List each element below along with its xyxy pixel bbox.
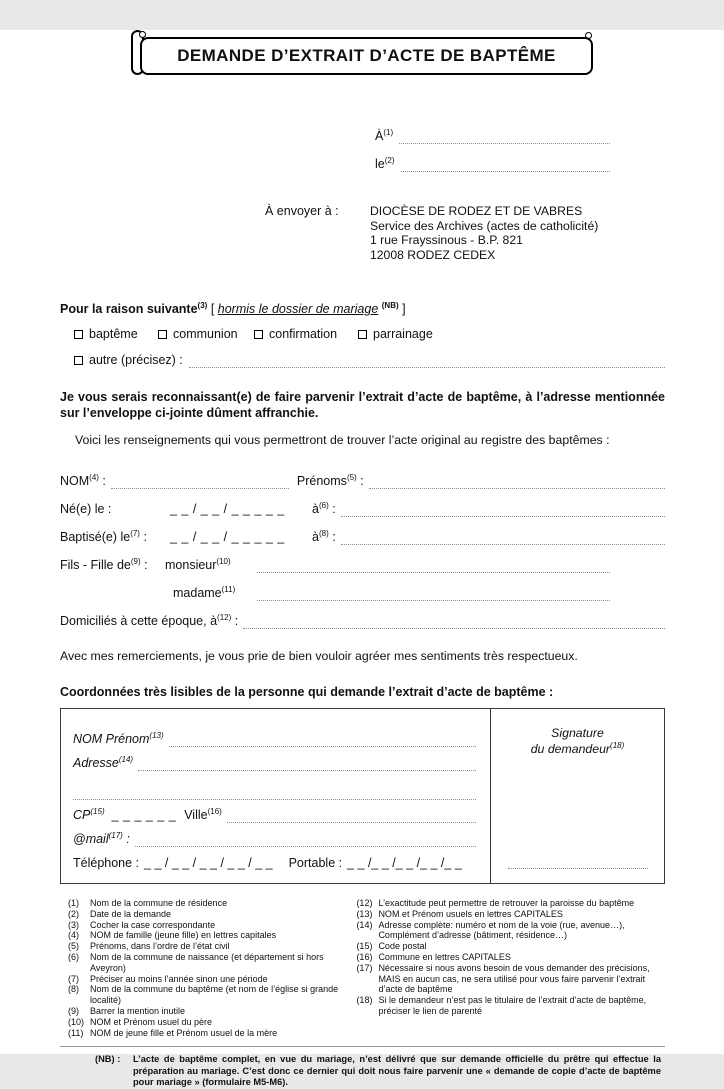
footnote-6: (6) Nom de la commune de naissance (et département si hors Aveyron) (68, 951, 324, 973)
footnote-15: (15) Code postal (356, 941, 427, 952)
option-bapteme[interactable] (74, 327, 138, 341)
nb-text: L’acte de baptême complet, en vue du mariage, n’est délivré que sur demande officielle du prêtre qui effectue la préparation au mariage. C’est donc ce dernier qui doit nous faire parvenir une « demande de copie d’acte de baptême pour mariage » (formulaire M5-M6). (133, 1054, 661, 1088)
birth-place-input-line[interactable] (341, 502, 665, 517)
domicilies-label: Domiciliés à cette époque, $à^{(12)}$ : (60, 612, 239, 628)
ne-le-label: Né(e) le : (60, 502, 112, 516)
title-banner (131, 30, 593, 82)
domicile-input-line[interactable] (243, 614, 665, 629)
page-title: DEMANDE D’EXTRAIT D’ACTE DE BAPTÊME (177, 46, 556, 65)
communion-checkbox[interactable] (158, 330, 167, 339)
name-row (60, 461, 665, 489)
option-communion[interactable] (158, 327, 238, 341)
footnote-9: (9) Barrer la mention inutile (68, 1005, 186, 1016)
date-input-line[interactable] (401, 157, 610, 172)
baptise-le-label: Baptisé(e) $le^{(7)}$ : (60, 528, 147, 544)
reason-heading: Pour la raison suivante$^{(3)}$ [ hormis le dossier de mariage $^{(NB)}$ ] (60, 300, 406, 316)
nom-prenom-label: NOM Prénom$^{(13)}$ (73, 730, 164, 746)
contact-address-row (73, 747, 476, 771)
nom-label: NOM$^{(4)}$ : (60, 472, 106, 488)
father-row (60, 545, 610, 573)
confirmation-label: confirmation (269, 327, 338, 341)
nb-label: (NB) : (95, 1054, 121, 1065)
send-to-label: À envoyer à : (265, 204, 339, 218)
autre-label: autre (précisez) : (89, 353, 183, 367)
domicile-row (60, 601, 665, 629)
signature-label: Signature du demandeur$^{(18)}$ (530, 726, 625, 756)
contact-phone-row (73, 847, 476, 871)
baptism-info-form (60, 461, 665, 629)
contact-heading: Coordonnées très lisibles de la personne qui demande l’extrait d’acte de baptême : (60, 685, 554, 699)
contact-name-row (73, 723, 476, 747)
contact-address-input-line[interactable] (138, 756, 476, 771)
mail-label: @mail$^{(17)}$ : (73, 831, 130, 847)
contact-mail-row (73, 823, 476, 847)
father-name-input-line[interactable] (257, 558, 610, 573)
footnote-12: (12) L’exactitude peut permettre de retrouver la paroisse du baptême (356, 898, 635, 908)
option-other-row (74, 353, 665, 368)
footnote-17: (17) Nécessaire si nous avons besoin de vous demander des précisions, MAIS en aucun cas, ne sera utilisé pour vous faire parvenir l’extrait d’acte de baptême (356, 962, 650, 995)
footnote-1: (1) Nom de la commune de résidence (68, 898, 228, 908)
footnote-11: (11) NOM de jeune fille et Prénom usuel de la mère (68, 1027, 278, 1038)
place-input-line[interactable] (399, 129, 610, 144)
autre-checkbox[interactable] (74, 356, 83, 365)
mother-row (60, 573, 610, 601)
bapteme-label: baptême (89, 327, 138, 341)
signature-input-line[interactable] (508, 857, 648, 869)
reason-options-row (60, 327, 665, 345)
recipient-line-1: DIOCÈSE DE RODEZ ET DE VABRES (370, 204, 583, 218)
intro-line: Voici les renseignements qui vous permettront de trouver l’acte original au registre des baptêmes : (75, 433, 610, 447)
footnote-16: (16) Commune en lettres CAPITALES (356, 951, 511, 962)
date-label: $le^{(2)}$ (375, 155, 395, 171)
nb-separator (60, 1046, 665, 1047)
nom-input-line[interactable] (111, 474, 289, 489)
baptism-row (60, 517, 665, 545)
nb-note (95, 1054, 661, 1089)
prenoms-label: Prénoms$^{(5)}$ : (296, 472, 364, 488)
closing-sentence: Avec mes remerciements, je vous prie de bien vouloir agréer mes sentiments très respectueux. (60, 649, 578, 663)
place-date-block (375, 116, 610, 172)
footnote-3: (3) Cocher la case correspondante (68, 919, 216, 930)
recipient-line-2: Service des Archives (actes de catholicité) (370, 218, 599, 233)
footnote-2: (2) Date de la demande (68, 908, 172, 919)
cp-slots[interactable]: _ _ _ _ _ _ (111, 808, 177, 823)
date-row (375, 144, 610, 172)
contact-address2-row (73, 771, 476, 800)
ville-label: Ville$^{(16)}$ (184, 807, 222, 823)
footnote-5: (5) Prénoms, dans l’ordre de l’état civil (68, 941, 230, 952)
contact-address2-input-line[interactable] (73, 785, 476, 800)
footnote-18: (18) Si le demandeur n’est pas le titulaire de l’extrait d’acte de baptême, préciser le lien de parenté (356, 995, 647, 1016)
request-paragraph: Je vous serais reconnaissant(e) de faire parvenir l’extrait d’acte de baptême, à l’adresse mentionnée sur l’enveloppe ci-jointe dûment affranchie. (60, 390, 665, 420)
recipient-line-4: 12008 RODEZ CEDEX (370, 247, 496, 262)
communion-label: communion (173, 327, 238, 341)
portable-label: Portable : (288, 855, 343, 870)
place-row (375, 116, 610, 144)
bapteme-checkbox[interactable] (74, 330, 83, 339)
option-autre[interactable] (74, 353, 183, 368)
mother-name-input-line[interactable] (257, 586, 610, 601)
baptism-date-slots[interactable]: _ _ / _ _ / _ _ _ _ _ (170, 530, 285, 544)
contact-box (60, 708, 665, 884)
portable-slots[interactable]: _ _ /_ _ /_ _ /_ _ /_ _ (347, 855, 462, 870)
birth-row (60, 489, 665, 517)
madame-label: madame$^{(11)}$ (173, 584, 236, 600)
footnote-10: (10) NOM et Prénom usuel du père (68, 1016, 213, 1027)
banner-curl-left-icon (139, 31, 146, 38)
parrainage-label: parrainage (373, 327, 433, 341)
footnotes-left-column (60, 898, 356, 1038)
option-confirmation[interactable] (254, 327, 337, 341)
place-label: $À^{(1)}$ (375, 127, 394, 143)
baptism-place-input-line[interactable] (341, 530, 665, 545)
cp-label: CP$^{(15)}$ (73, 807, 105, 823)
baptism-request-form-page (0, 30, 724, 1088)
autre-input-line[interactable] (189, 353, 665, 368)
reason-exception-text: hormis le dossier de mariage (217, 302, 379, 316)
fils-fille-label: Fils - Fille $de^{(9)}$ : (60, 556, 148, 572)
footnotes-right-column (356, 898, 665, 1038)
footnotes (60, 898, 665, 1038)
contact-name-input-line[interactable] (169, 732, 476, 747)
parrainage-checkbox[interactable] (358, 330, 367, 339)
contact-cp-ville-row (73, 800, 476, 824)
ne-a-label: $à^{(6)}$ : (312, 500, 336, 516)
title-box (140, 37, 593, 75)
ville-input-line[interactable] (227, 808, 476, 823)
option-parrainage[interactable] (358, 327, 433, 341)
prenoms-input-line[interactable] (369, 474, 665, 489)
footnote-13: (13) NOM et Prénom usuels en lettres CAPITALES (356, 908, 563, 919)
footnote-14: (14) Adresse complète: numéro et nom de la voie (rue, avenue…), Complément d’adresse (bâtiment, résidence…) (356, 919, 625, 941)
baptise-a-label: $à^{(8)}$ : (312, 528, 336, 544)
telephone-slots[interactable]: _ _ / _ _ / _ _ / _ _ / _ _ (144, 855, 273, 870)
contact-fields (61, 709, 490, 883)
telephone-label: Téléphone : (73, 855, 140, 870)
birth-date-slots[interactable]: _ _ / _ _ / _ _ _ _ _ (170, 502, 285, 516)
footnote-8: (8) Nom de la commune du baptême (et nom de l’église si grande localité) (68, 984, 339, 1006)
signature-cell (490, 709, 664, 883)
recipient-line-3: 1 rue Frayssinous - B.P. 821 (370, 233, 523, 247)
footnote-7: (7) Préciser au moins l’année sinon une période (68, 973, 268, 984)
monsieur-label: monsieur$^{(10)}$ (165, 556, 231, 572)
recipient-address (370, 204, 598, 262)
adresse-label: Adresse$^{(14)}$ (73, 754, 134, 770)
recipient-block (265, 204, 665, 262)
mail-input-line[interactable] (135, 832, 476, 847)
confirmation-checkbox[interactable] (254, 330, 263, 339)
footnote-4: (4) NOM de famille (jeune fille) en lettres capitales (68, 930, 277, 941)
